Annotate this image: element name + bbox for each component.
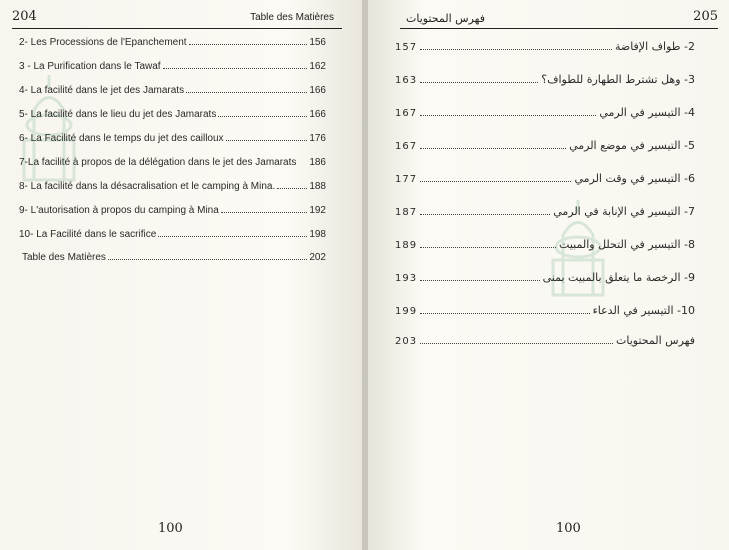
leader-dots: [186, 92, 307, 93]
toc-entry-title: 2- Les Processions de l'Epanchement: [19, 37, 187, 48]
toc-entry-title: 3 - La Purification dans le Tawaf: [19, 61, 161, 72]
toc-entry-title: 4- La facilité dans le jet des Jamarats: [19, 85, 185, 96]
toc-entry-page: 162: [309, 61, 326, 72]
toc-entry-title: فهرس المحتويات: [616, 334, 695, 347]
toc-entry-page: 188: [309, 181, 326, 192]
toc-entry[interactable]: [19, 133, 326, 144]
leader-dots: [108, 259, 307, 260]
right-header-title: فهرس المحتويات: [406, 12, 485, 25]
right-footer-number: 100: [556, 521, 581, 536]
toc-entry-page: 202: [309, 252, 326, 263]
toc-entry-page: 166: [309, 85, 326, 96]
toc-entry-title: 7- التيسير في الإنابة في الرمي: [553, 205, 695, 218]
leader-dots: [420, 115, 596, 116]
toc-entry[interactable]: [395, 73, 695, 86]
leader-dots: [226, 140, 308, 141]
right-page-header: [400, 8, 718, 29]
left-page-number: 204: [12, 9, 37, 24]
toc-entry-title: 8- التيسير في التحلل والمبيت: [559, 238, 695, 251]
toc-entry-page: 157: [395, 42, 418, 53]
right-page: [368, 0, 729, 550]
toc-entry[interactable]: [19, 229, 326, 240]
toc-entry[interactable]: [22, 252, 326, 263]
toc-entry-title: 10- La Facilité dans le sacrifice: [19, 229, 157, 240]
leader-dots: [158, 236, 307, 237]
toc-entry-title: 5- La facilité dans le lieu du jet des Jamarats: [19, 109, 217, 120]
toc-entry[interactable]: [19, 157, 326, 168]
toc-entry-page: 187: [395, 207, 418, 218]
toc-entry-page: 203: [395, 336, 418, 347]
leader-dots: [189, 44, 308, 45]
toc-entry[interactable]: [395, 139, 695, 152]
toc-entry-title: 9- الرخصة ما يتعلق بالمبيت بمنى: [542, 271, 695, 284]
right-page-number: 205: [693, 9, 718, 24]
left-footer-number: 100: [158, 521, 183, 536]
toc-entry-page: 189: [395, 240, 418, 251]
toc-entry[interactable]: [19, 181, 326, 192]
toc-entry[interactable]: [395, 205, 695, 218]
toc-entry-page: 186: [309, 157, 326, 168]
toc-entry[interactable]: [19, 85, 326, 96]
toc-entry-title: 6- التيسير في وقت الرمي: [574, 172, 695, 185]
leader-dots: [277, 188, 307, 189]
leader-dots: [218, 116, 307, 117]
toc-entry[interactable]: [19, 61, 326, 72]
leader-dots: [221, 212, 308, 213]
left-page: [0, 0, 362, 550]
toc-entry-title: 3- وهل تشترط الطهارة للطواف؟: [541, 73, 695, 86]
leader-dots: [420, 247, 556, 248]
toc-entry[interactable]: [395, 304, 695, 317]
toc-entry[interactable]: [395, 106, 695, 119]
leader-dots: [420, 148, 566, 149]
left-page-header: [12, 8, 342, 29]
toc-entry-title: 8- La facilité dans la désacralisation et le camping à Mina.: [19, 181, 276, 192]
toc-entry-page: 198: [309, 229, 326, 240]
leader-dots: [420, 280, 540, 281]
toc-entry[interactable]: [19, 205, 326, 216]
toc-entry-page: 163: [395, 75, 418, 86]
toc-entry-page: 167: [395, 108, 418, 119]
leader-dots: [420, 214, 550, 215]
leader-dots: [163, 68, 308, 69]
toc-entry-title: 4- التيسير في الرمي: [599, 106, 695, 119]
toc-entry-title: Table des Matières: [22, 252, 106, 263]
toc-entry-title: 9- L'autorisation à propos du camping à Mina: [19, 205, 219, 216]
toc-entry-page: 166: [309, 109, 326, 120]
toc-entry-page: 176: [309, 133, 326, 144]
toc-entry[interactable]: [395, 238, 695, 251]
leader-dots: [420, 181, 571, 182]
toc-entry[interactable]: [395, 334, 695, 347]
toc-entry-page: 192: [309, 205, 326, 216]
toc-entry[interactable]: [395, 172, 695, 185]
toc-entry-page: 177: [395, 174, 418, 185]
leader-dots: [420, 82, 538, 83]
toc-entry[interactable]: [395, 271, 695, 284]
leader-dots: [420, 343, 613, 344]
toc-entry-title: 7-La facilité à propos de la délégation dans le jet des Jamarats: [19, 157, 297, 168]
toc-entry-title: 2- طواف الإفاضة: [614, 40, 695, 53]
toc-entry[interactable]: [19, 37, 326, 48]
leader-dots: [420, 313, 590, 314]
toc-entry[interactable]: [19, 109, 326, 120]
toc-entry-title: 6- La Facilité dans le temps du jet des cailloux: [19, 133, 224, 144]
toc-entry-page: 156: [309, 37, 326, 48]
toc-entry-page: 199: [395, 306, 418, 317]
left-header-title: Table des Matières: [250, 12, 334, 23]
toc-entry-page: 193: [395, 273, 418, 284]
toc-entry-title: 10- التيسير في الدعاء: [592, 304, 695, 317]
toc-entry-title: 5- التيسير في موضع الرمي: [569, 139, 695, 152]
leader-dots: [420, 49, 612, 50]
toc-entry-page: 167: [395, 141, 418, 152]
toc-entry[interactable]: [395, 40, 695, 53]
